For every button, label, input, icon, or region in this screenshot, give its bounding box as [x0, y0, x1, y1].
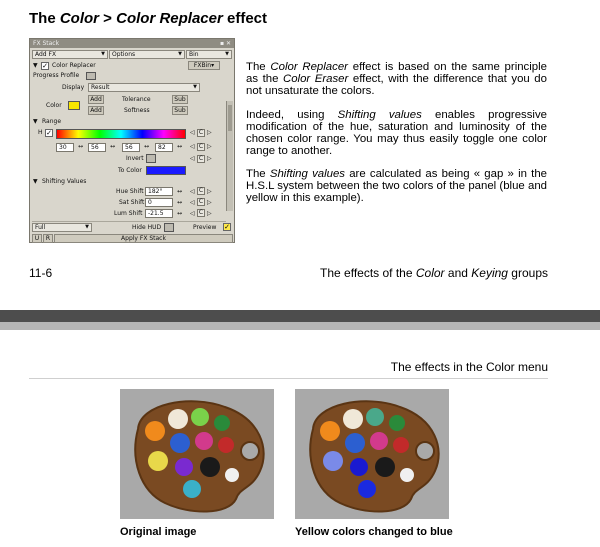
hide-hud-label: Hide HUD — [132, 224, 162, 231]
effect-name-label: Color Replacer — [52, 62, 96, 69]
expand-arrow-icon[interactable]: ▼ — [33, 62, 38, 69]
page-header: The effects in the Color menu — [390, 360, 548, 374]
r-button[interactable]: R — [43, 234, 53, 243]
progress-profile-toggle[interactable] — [86, 72, 96, 80]
link-icon: ↔ — [144, 143, 150, 150]
color-add-button-2[interactable]: Add — [88, 106, 104, 115]
header-rule — [29, 378, 548, 379]
hue-shift-field[interactable]: 182° — [145, 187, 173, 196]
page-number: 11-6 — [29, 266, 53, 280]
page-separator — [0, 310, 600, 322]
hue-kf-prev-icon[interactable]: ◁ — [190, 129, 195, 136]
lum-shift-kf-button[interactable]: C — [198, 209, 204, 216]
hue-kf-next-icon[interactable]: ▷ — [207, 129, 212, 136]
paragraph-2: Indeed, using Shifting values enables progressive modification of the hue, saturation and luminosity of the chosen color range. You may thus easily toggle one color range to another. — [246, 109, 547, 157]
hue-gradient-bar[interactable] — [56, 129, 186, 139]
scrollbar-thumb[interactable] — [228, 105, 232, 131]
page-footer: The effects of the Color and Keying groups — [320, 266, 548, 280]
hue-shift-kf-prev-icon[interactable]: ◁ — [190, 188, 195, 195]
hue-label: H — [38, 129, 43, 136]
effect-enable-checkbox[interactable]: ✓ — [42, 62, 48, 70]
color-swatch[interactable] — [68, 101, 80, 110]
lum-shift-kf-next-icon[interactable]: ▷ — [207, 210, 212, 217]
range-kf-next-icon[interactable]: ▷ — [207, 143, 212, 150]
sat-shift-label: Sat Shift — [119, 199, 145, 206]
hue-shift-kf-next-icon[interactable]: ▷ — [207, 188, 212, 195]
to-color-label: To Color — [118, 167, 142, 174]
panel-titlebar: FX Stack ▪ ✕ — [30, 39, 234, 48]
invert-toggle[interactable] — [146, 154, 156, 163]
display-dropdown[interactable]: Result ▼ — [88, 83, 200, 92]
hue-range-checkbox[interactable]: ✓ — [46, 129, 52, 137]
to-color-swatch[interactable] — [146, 166, 186, 175]
quality-dropdown[interactable]: Full ▼ — [32, 223, 92, 232]
link-icon: ↔ — [177, 143, 183, 150]
add-fx-dropdown[interactable]: Add FX ▼ — [32, 50, 108, 59]
chevron-down-icon: ▼ — [193, 84, 197, 90]
link-icon: ↔ — [110, 143, 116, 150]
progress-profile-label: Progress Profile — [33, 72, 80, 79]
display-label: Display — [62, 84, 85, 91]
sat-shift-kf-next-icon[interactable]: ▷ — [207, 199, 212, 206]
color-label: Color — [46, 102, 62, 109]
link-icon: ↔ — [78, 143, 84, 150]
range-value-4[interactable]: 82 — [155, 143, 173, 152]
invert-label: Invert — [126, 155, 144, 162]
invert-kf-prev-icon[interactable]: ◁ — [190, 155, 195, 162]
invert-kf-next-icon[interactable]: ▷ — [207, 155, 212, 162]
range-kf-button[interactable]: C — [198, 143, 204, 150]
hide-hud-toggle[interactable] — [164, 223, 174, 232]
tolerance-label: Tolerance — [122, 96, 151, 103]
caption-modified: Yellow colors changed to blue — [295, 526, 453, 538]
modified-image — [295, 389, 449, 519]
panel-close-icon[interactable]: ▪ ✕ — [219, 40, 231, 47]
lum-shift-kf-prev-icon[interactable]: ◁ — [190, 210, 195, 217]
softness-sub-button[interactable]: Sub — [172, 106, 188, 115]
preview-checkbox[interactable]: ✓ — [224, 223, 230, 231]
divider — [32, 221, 226, 222]
hue-shift-label: Hue Shift — [116, 188, 144, 195]
hue-kf-button[interactable]: C — [198, 129, 204, 136]
bin-dropdown[interactable]: Bin ▼ — [186, 50, 232, 59]
lum-shift-label: Lum Shift — [114, 210, 143, 217]
paragraph-1: The Color Replacer effect is based on the same principle as the Color Eraser effect, with the difference that you do not unsaturate the colors. — [246, 61, 547, 97]
lum-shift-field[interactable]: -21.5 — [145, 209, 173, 218]
chevron-down-icon: ▼ — [85, 224, 89, 230]
section-heading: The Color > Color Replacer effect — [29, 10, 268, 27]
invert-kf-button[interactable]: C — [198, 155, 204, 162]
caption-original: Original image — [120, 526, 197, 538]
original-image — [120, 389, 274, 519]
link-icon: ↔ — [177, 210, 183, 217]
panel-scrollbar[interactable] — [226, 101, 233, 211]
sat-shift-kf-button[interactable]: C — [198, 198, 204, 205]
options-dropdown[interactable]: Options ▼ — [109, 50, 185, 59]
preview-label: Preview — [193, 224, 217, 231]
range-kf-prev-icon[interactable]: ◁ — [190, 143, 195, 150]
shifting-expand-icon[interactable]: ▼ — [33, 178, 38, 185]
shifting-values-label: Shifting Values — [42, 178, 87, 185]
link-icon: ↔ — [177, 188, 183, 195]
sat-shift-field[interactable]: 0 — [145, 198, 173, 207]
chevron-down-icon: ▼ — [225, 51, 229, 57]
range-value-3[interactable]: 56 — [122, 143, 140, 152]
softness-label: Softness — [124, 107, 150, 114]
sat-shift-kf-prev-icon[interactable]: ◁ — [190, 199, 195, 206]
u-button[interactable]: U — [32, 234, 42, 243]
link-icon: ↔ — [177, 199, 183, 206]
range-expand-icon[interactable]: ▼ — [33, 118, 38, 125]
paragraph-3: The Shifting values are calculated as being « gap » in the H.S.L system between the two colors of the panel (blue and yellow in this example). — [246, 168, 547, 204]
tolerance-sub-button[interactable]: Sub — [172, 95, 188, 104]
page-separator-shadow — [0, 322, 600, 330]
fx-stack-panel — [29, 38, 235, 243]
color-add-button[interactable]: Add — [88, 95, 104, 104]
chevron-down-icon: ▼ — [178, 51, 182, 57]
range-value-1[interactable]: 30 — [56, 143, 74, 152]
apply-fx-stack-button[interactable]: Apply FX Stack — [54, 234, 233, 243]
fxbin-button[interactable]: FXBin▾ — [188, 61, 220, 70]
hue-shift-kf-button[interactable]: C — [198, 187, 204, 194]
chevron-down-icon: ▼ — [101, 51, 105, 57]
range-label: Range — [42, 118, 62, 125]
range-value-2[interactable]: 56 — [88, 143, 106, 152]
